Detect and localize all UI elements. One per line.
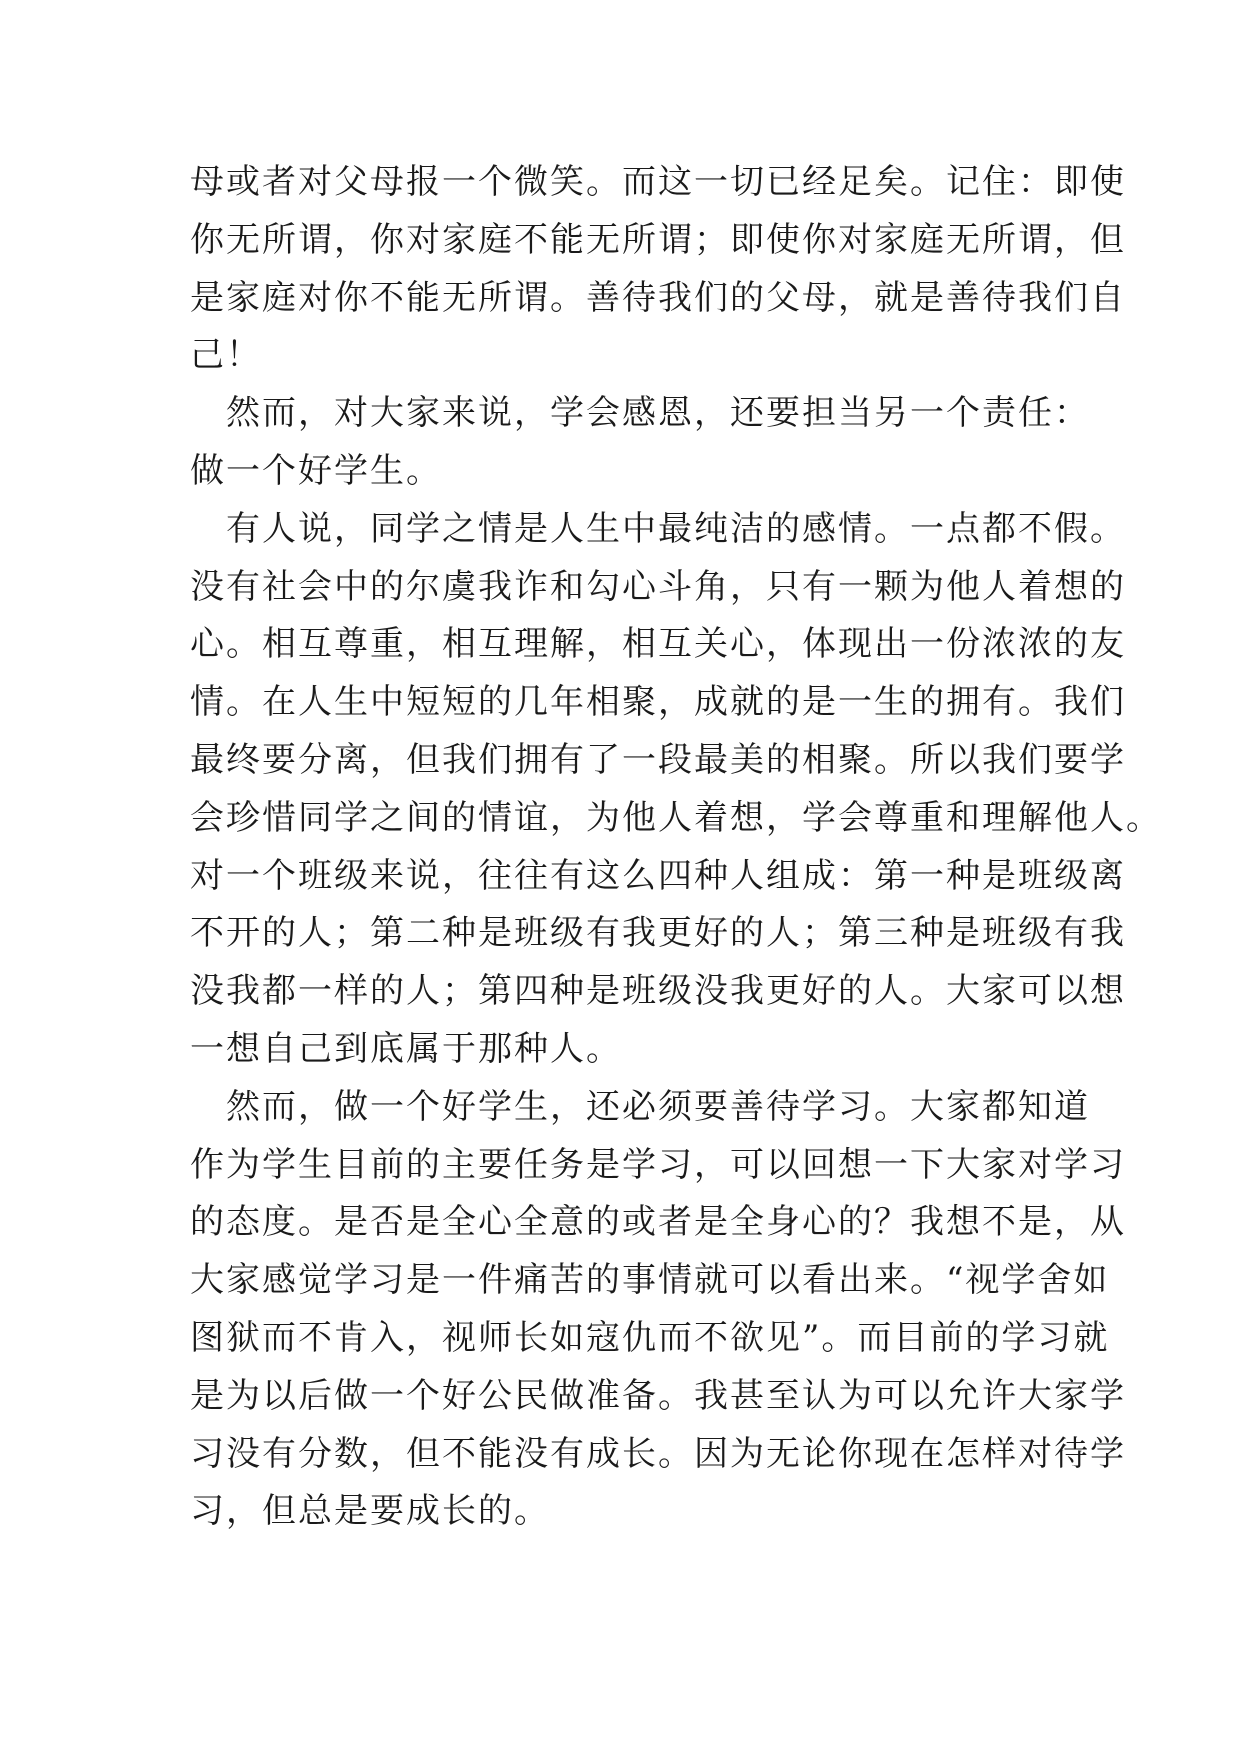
text-line: 做一个好学生。	[190, 450, 442, 491]
text-line: 最终要分离，但我们拥有了一段最美的相聚。所以我们要学	[190, 739, 1126, 780]
text-line: 不开的人；第二种是班级有我更好的人；第三种是班级有我	[190, 913, 1126, 954]
text-line: 对一个班级来说，往往有这么四种人组成：第一种是班级离	[190, 855, 1126, 896]
text-line: 没我都一样的人；第四种是班级没我更好的人。大家可以想	[190, 971, 1126, 1012]
text-line: 母或者对父母报一个微笑。而这一切已经足矣。记住：即使	[190, 162, 1126, 202]
text-line: 是为以后做一个好公民做准备。我甚至认为可以允许大家学	[190, 1375, 1126, 1416]
text-line: 习，但总是要成长的。	[190, 1491, 550, 1532]
text-line: 没有社会中的尔虞我诈和勾心斗角，只有一颗为他人着想的	[190, 566, 1126, 607]
text-line: 你无所谓，你对家庭不能无所谓；即使你对家庭无所谓，但	[190, 219, 1126, 260]
text-line: 有人说，同学之情是人生中最纯洁的感情。一点都不假。	[190, 508, 1126, 549]
text-line: 大家感觉学习是一件痛苦的事情就可以看出来。“视学舍如	[190, 1260, 1110, 1301]
text-line: 图狱而不肯入，视师长如寇仇而不欲见”。而目前的学习就	[190, 1317, 1110, 1358]
text-line: 会珍惜同学之间的情谊，为他人着想，学会尊重和理解他人。	[190, 797, 1162, 838]
body-text	[190, 154, 1162, 1541]
text-line: 的态度。是否是全心全意的或者是全身心的？我想不是，从	[190, 1202, 1126, 1243]
text-line: 情。在人生中短短的几年相聚，成就的是一生的拥有。我们	[190, 682, 1126, 723]
text-line: 一想自己到底属于那种人。	[190, 1028, 622, 1069]
text-line: 然而，对大家来说，学会感恩，还要担当另一个责任：	[190, 393, 1090, 434]
text-line: 己！	[190, 335, 262, 376]
text-line: 是家庭对你不能无所谓。善待我们的父母，就是善待我们自	[190, 277, 1126, 318]
text-line: 然而，做一个好学生，还必须要善待学习。大家都知道	[190, 1086, 1090, 1127]
text-line: 习没有分数，但不能没有成长。因为无论你现在怎样对待学	[190, 1433, 1126, 1474]
text-line: 作为学生目前的主要任务是学习，可以回想一下大家对学习	[190, 1144, 1126, 1185]
text-line: 心。相互尊重，相互理解，相互关心，体现出一份浓浓的友	[190, 624, 1126, 665]
